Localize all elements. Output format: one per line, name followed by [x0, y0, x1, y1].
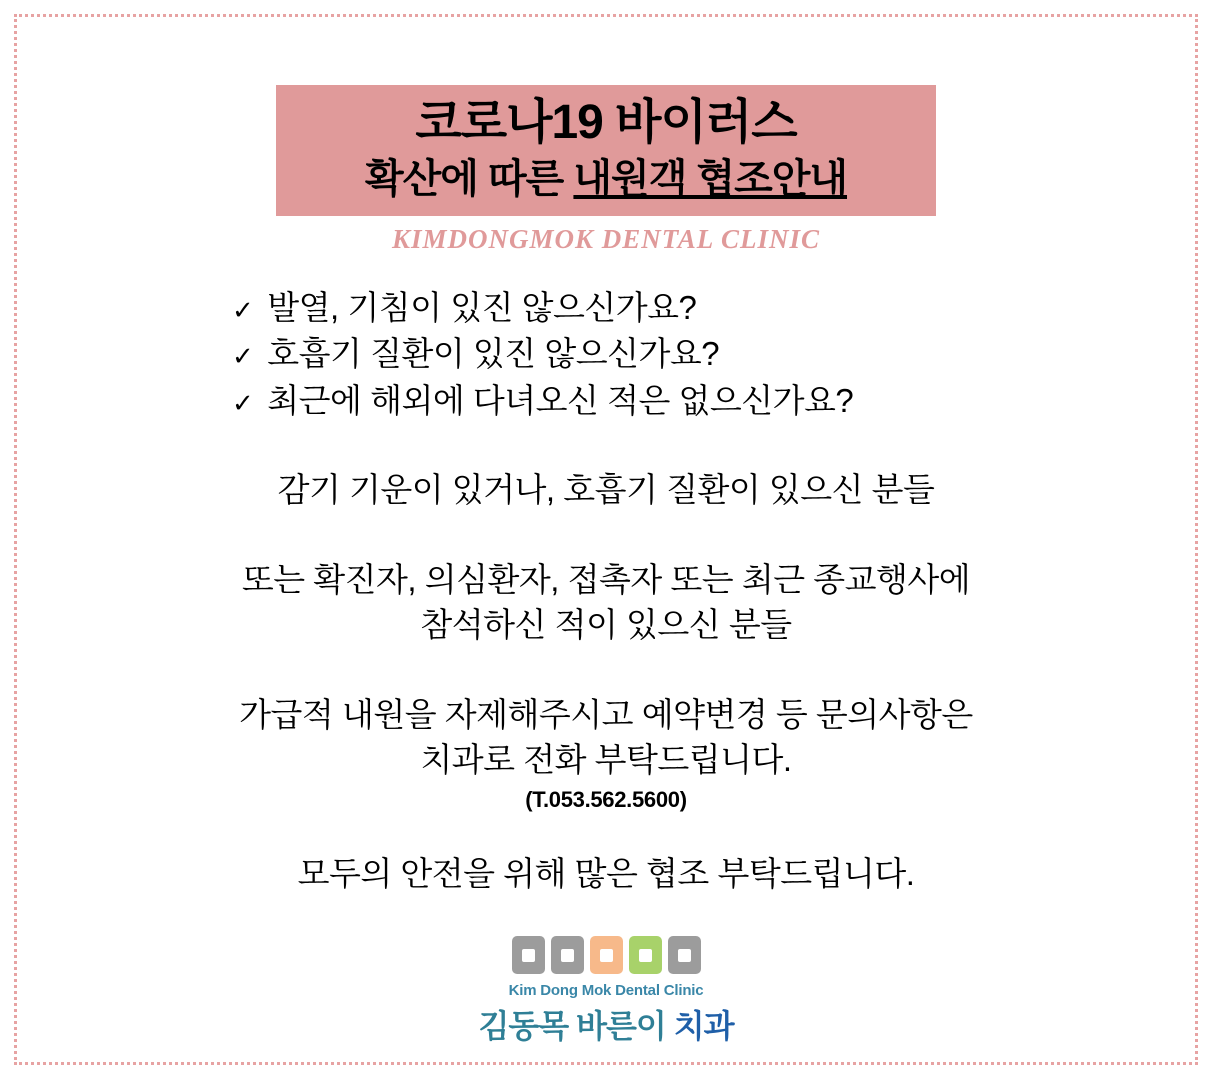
paragraph-contact-history: [57, 557, 1155, 648]
title-sub-underlined: 내원객 협조안내: [573, 156, 848, 201]
logo-name-korean-part2: 치과: [665, 1008, 734, 1045]
paragraph-cold-symptoms: 감기 기운이 있거나, 호흡기 질환이 있으신 분들: [277, 471, 935, 509]
screening-checklist: [57, 285, 1155, 426]
paragraph-contact-history-line2: 참석하신 적이 있으신 분들: [420, 606, 792, 644]
check-icon: ✓: [232, 294, 254, 325]
clinic-name-english: KIMDONGMOK DENTAL CLINIC: [391, 223, 821, 254]
paragraph-visit-guidance-line1: 가급적 내원을 자제해주시고 예약변경 등 문의사항은: [239, 695, 973, 733]
logo-name-korean: [478, 1001, 733, 1047]
clinic-logo: [478, 936, 733, 1047]
tooth-icon: [551, 936, 584, 974]
checklist-item-text: 최근에 해외에 다녀오신 적은 없으신가요?: [267, 382, 854, 420]
list-item: [232, 285, 696, 332]
paragraph-visit-guidance-line2: 치과로 전화 부탁드립니다.: [420, 741, 792, 779]
paragraph-closing: 모두의 안전을 위해 많은 협조 부탁드립니다.: [297, 854, 915, 892]
paragraph-contact-history-line1: 또는 확진자, 의심환자, 접촉자 또는 최근 종교행사에: [241, 560, 971, 598]
logo-name-korean-part1: 김동목 바른이: [478, 1008, 666, 1045]
check-icon: ✓: [232, 341, 254, 372]
checklist-item-text: 발열, 기침이 있진 않으신가요?: [267, 288, 697, 326]
braces-teeth-icon: [512, 936, 701, 974]
tooth-icon: [590, 936, 623, 974]
tooth-icon: [629, 936, 662, 974]
poster-title-main: 코로나19 바이러스: [415, 96, 797, 149]
tooth-icon: [668, 936, 701, 974]
title-banner: [276, 85, 936, 216]
paragraph-visit-guidance: [57, 692, 1155, 783]
title-sub-prefix: 확산에 따른: [364, 156, 574, 201]
poster-title-sub: [276, 154, 936, 204]
clinic-phone-number: (T.053.562.5600): [525, 786, 687, 812]
checklist-item-text: 호흡기 질환이 있진 않으신가요?: [267, 335, 720, 373]
list-item: [232, 378, 853, 425]
logo-name-english: Kim Dong Mok Dental Clinic: [508, 982, 704, 1000]
tooth-icon: [512, 936, 545, 974]
check-icon: ✓: [232, 388, 254, 419]
list-item: [232, 331, 719, 378]
dotted-border-frame: [14, 14, 1198, 1065]
